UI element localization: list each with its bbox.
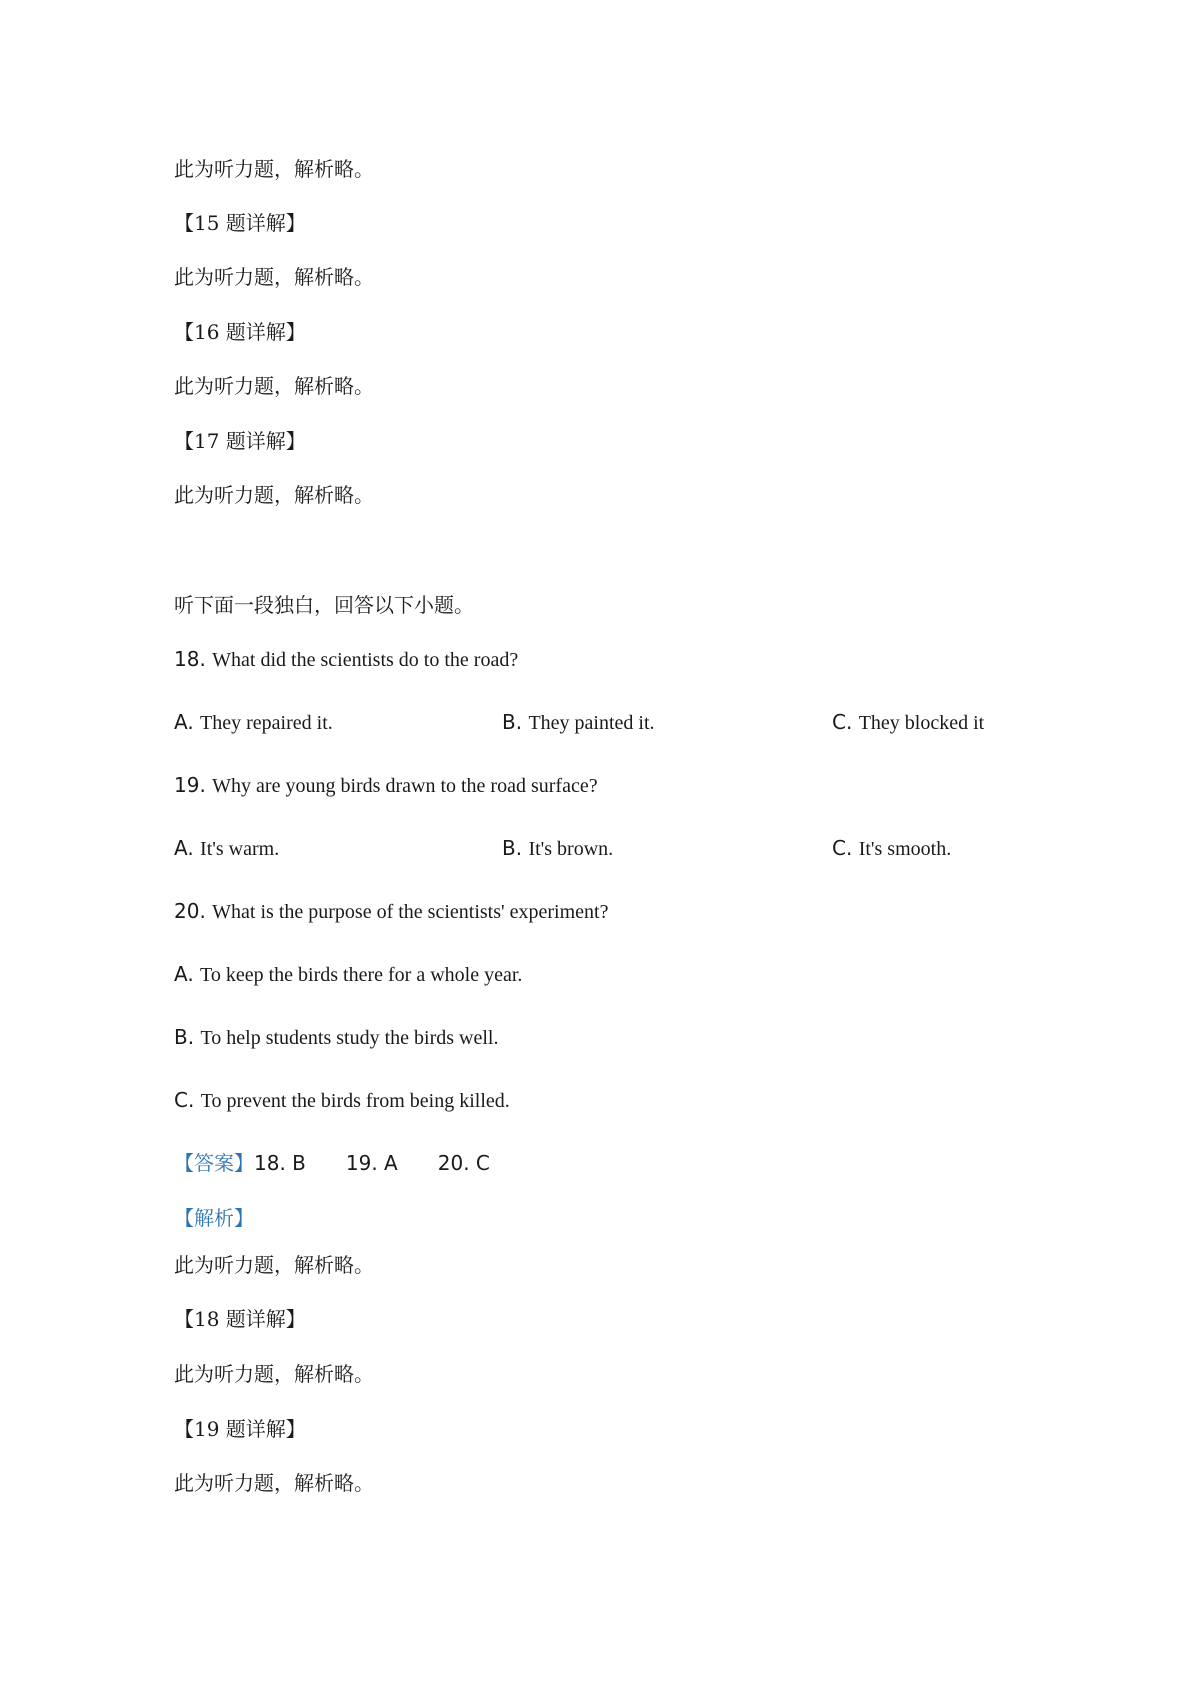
option-letter: B.	[502, 836, 523, 860]
detail-heading-15: 【15 题详解】	[174, 211, 306, 235]
option-text: To prevent the birds from being killed.	[200, 1090, 510, 1112]
question-number: 20.	[174, 899, 206, 923]
detail-heading-18: 【18 题详解】	[174, 1307, 306, 1331]
question-19	[174, 772, 598, 799]
option-18-a	[174, 709, 333, 736]
option-letter: C.	[832, 710, 853, 734]
question-number: 19.	[174, 773, 206, 797]
note-text: 此为听力题，解析略。	[174, 265, 374, 289]
detail-heading-19: 【19 题详解】	[174, 1417, 306, 1441]
note-text: 此为听力题，解析略。	[174, 483, 374, 507]
section-intro: 听下面一段独白，回答以下小题。	[174, 593, 474, 617]
option-20-c	[174, 1087, 510, 1114]
option-text: They blocked it	[858, 712, 985, 734]
note-text: 此为听力题，解析略。	[174, 157, 374, 181]
detail-heading-17: 【17 题详解】	[174, 429, 306, 453]
note-text: 此为听力题，解析略。	[174, 1362, 374, 1386]
analysis-label: 【解析】	[174, 1206, 254, 1230]
option-18-c	[832, 709, 984, 736]
option-text: To keep the birds there for a whole year.	[200, 964, 523, 986]
option-19-a	[174, 835, 279, 862]
question-text: What did the scientists do to the road?	[212, 649, 519, 671]
detail-heading-16: 【16 题详解】	[174, 320, 306, 344]
option-letter: A.	[174, 710, 194, 734]
option-letter: B.	[174, 1025, 195, 1049]
question-20	[174, 898, 608, 925]
option-letter: C.	[174, 1088, 195, 1112]
answer-item: 19. A	[345, 1151, 398, 1175]
answer-line	[174, 1150, 530, 1176]
question-18	[174, 646, 518, 673]
option-letter: A.	[174, 836, 194, 860]
option-18-b	[502, 709, 655, 736]
option-text: It's smooth.	[858, 838, 952, 860]
question-text: What is the purpose of the scientists' experiment?	[212, 901, 609, 923]
option-letter: C.	[832, 836, 853, 860]
option-20-a	[174, 961, 522, 988]
answer-label: 【答案】	[174, 1151, 254, 1175]
question-text: Why are young birds drawn to the road surface?	[212, 775, 598, 797]
option-text: It's brown.	[528, 838, 614, 860]
note-text: 此为听力题，解析略。	[174, 374, 374, 398]
note-text: 此为听力题，解析略。	[174, 1471, 374, 1495]
answer-item: 18. B	[254, 1151, 306, 1175]
option-text: To help students study the birds well.	[200, 1027, 499, 1049]
option-text: They painted it.	[528, 712, 655, 734]
option-text: They repaired it.	[200, 712, 333, 734]
question-number: 18.	[174, 647, 206, 671]
option-letter: B.	[502, 710, 523, 734]
option-19-c	[832, 835, 951, 862]
option-19-b	[502, 835, 613, 862]
option-letter: A.	[174, 962, 194, 986]
note-text: 此为听力题，解析略。	[174, 1253, 374, 1277]
option-text: It's warm.	[200, 838, 280, 860]
option-20-b	[174, 1024, 498, 1051]
answer-item: 20. C	[437, 1151, 490, 1175]
